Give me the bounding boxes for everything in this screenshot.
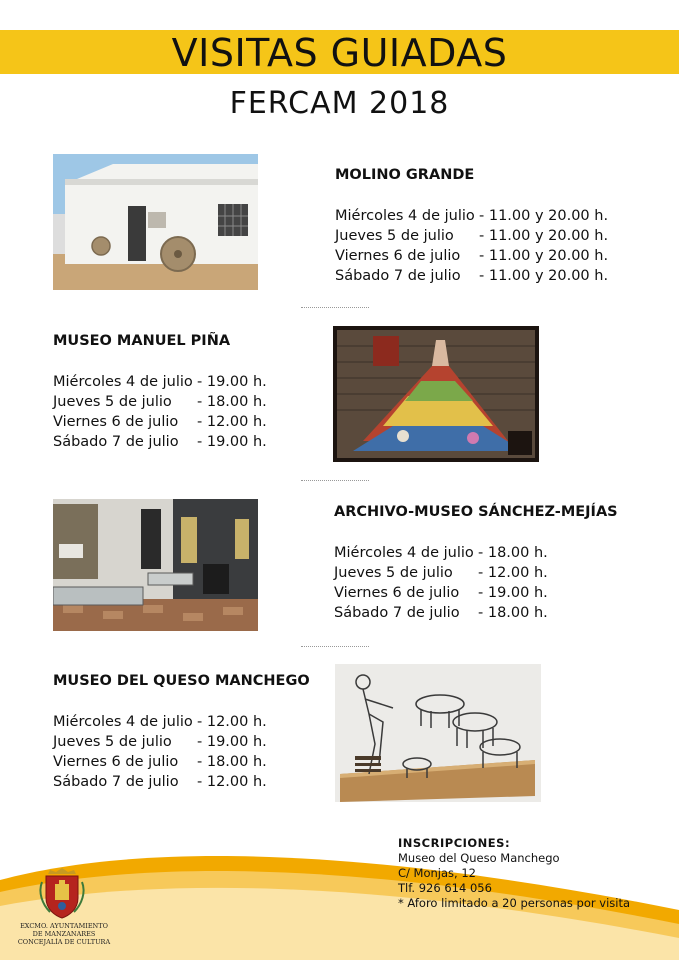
schedule-molino-grande: [335, 206, 608, 286]
schedule-time: - 11.00 y 20.00 h.: [479, 268, 609, 284]
schedule-day: Viernes 6 de julio: [335, 248, 461, 264]
schedule-day: Sábado 7 de julio: [53, 774, 179, 790]
schedule-archivo-museo: [334, 543, 548, 623]
schedule-row: [334, 583, 548, 603]
crest-line: CONCEJALÍA DE CULTURA: [17, 938, 111, 946]
schedule-row: [53, 412, 267, 432]
registration-heading: INSCRIPCIONES:: [398, 836, 511, 850]
schedule-time: - 18.00 h.: [197, 754, 267, 770]
schedule-row: [334, 543, 548, 563]
schedule-time: - 12.00 h.: [478, 565, 548, 581]
schedule-time: - 18.00 h.: [197, 394, 267, 410]
schedule-day: Jueves 5 de julio: [334, 565, 453, 581]
schedule-day: Viernes 6 de julio: [334, 585, 460, 601]
registration-line: Museo del Queso Manchego: [398, 851, 560, 865]
dotted-divider: [301, 307, 369, 308]
schedule-day: Sábado 7 de julio: [335, 268, 461, 284]
schedule-row: [335, 206, 608, 226]
schedule-day: Miércoles 4 de julio: [335, 208, 475, 224]
schedule-time: - 18.00 h.: [478, 545, 548, 561]
schedule-day: Jueves 5 de julio: [335, 228, 454, 244]
venue-title-museo-manuel-pina: MUSEO MANUEL PIÑA: [53, 333, 231, 349]
registration-line: C/ Monjas, 12: [398, 866, 476, 880]
schedule-day: Miércoles 4 de julio: [53, 374, 193, 390]
schedule-row: [334, 603, 548, 623]
schedule-day: Jueves 5 de julio: [53, 734, 172, 750]
registration-note: * Aforo limitado a 20 personas por visita: [398, 896, 631, 910]
schedule-day: Viernes 6 de julio: [53, 754, 179, 770]
crest-line: DE MANZANARES: [32, 930, 96, 938]
schedule-row: [53, 372, 267, 392]
schedule-row: [335, 226, 608, 246]
schedule-time: - 19.00 h.: [197, 734, 267, 750]
schedule-museo-queso: [53, 712, 267, 792]
schedule-row: [335, 246, 608, 266]
venue-title-molino-grande: MOLINO GRANDE: [335, 167, 475, 183]
schedule-time: - 11.00 y 20.00 h.: [479, 208, 609, 224]
schedule-row: [53, 432, 267, 452]
schedule-day: Jueves 5 de julio: [53, 394, 172, 410]
schedule-row: [53, 772, 267, 792]
schedule-time: - 19.00 h.: [197, 434, 267, 450]
museum-room-photo: [53, 499, 258, 631]
schedule-row: [335, 266, 608, 286]
schedule-time: - 11.00 y 20.00 h.: [479, 248, 609, 264]
schedule-row: [334, 563, 548, 583]
schedule-time: - 19.00 h.: [478, 585, 548, 601]
registration-phone: Tlf. 926 614 056: [398, 881, 492, 895]
schedule-row: [53, 712, 267, 732]
town-crest-logo: [38, 868, 86, 920]
schedule-museo-manuel-pina: [53, 372, 267, 452]
schedule-day: Miércoles 4 de julio: [53, 714, 193, 730]
dotted-divider: [301, 646, 369, 647]
schedule-day: Miércoles 4 de julio: [334, 545, 474, 561]
page-title: VISITAS GUIADAS: [171, 31, 508, 75]
page-subtitle: FERCAM 2018: [229, 86, 450, 121]
crest-caption: [14, 922, 114, 946]
schedule-day: Viernes 6 de julio: [53, 414, 179, 430]
windmill-building-photo: [53, 154, 258, 290]
dotted-divider: [301, 480, 369, 481]
schedule-time: - 12.00 h.: [197, 774, 267, 790]
dress-exhibit-photo: [333, 326, 539, 462]
registration-info: [398, 836, 630, 911]
venue-title-archivo-museo: ARCHIVO-MUSEO SÁNCHEZ-MEJÍAS: [334, 504, 618, 520]
schedule-day: Sábado 7 de julio: [334, 605, 460, 621]
schedule-row: [53, 392, 267, 412]
schedule-time: - 19.00 h.: [197, 374, 267, 390]
crest-line: EXCMO. AYUNTAMIENTO: [20, 922, 108, 930]
shepherd-sculpture-photo: [335, 664, 541, 802]
schedule-day: Sábado 7 de julio: [53, 434, 179, 450]
schedule-row: [53, 752, 267, 772]
schedule-time: - 12.00 h.: [197, 414, 267, 430]
venue-title-museo-queso: MUSEO DEL QUESO MANCHEGO: [53, 673, 310, 689]
schedule-row: [53, 732, 267, 752]
schedule-time: - 12.00 h.: [197, 714, 267, 730]
schedule-time: - 11.00 y 20.00 h.: [479, 228, 609, 244]
schedule-time: - 18.00 h.: [478, 605, 548, 621]
